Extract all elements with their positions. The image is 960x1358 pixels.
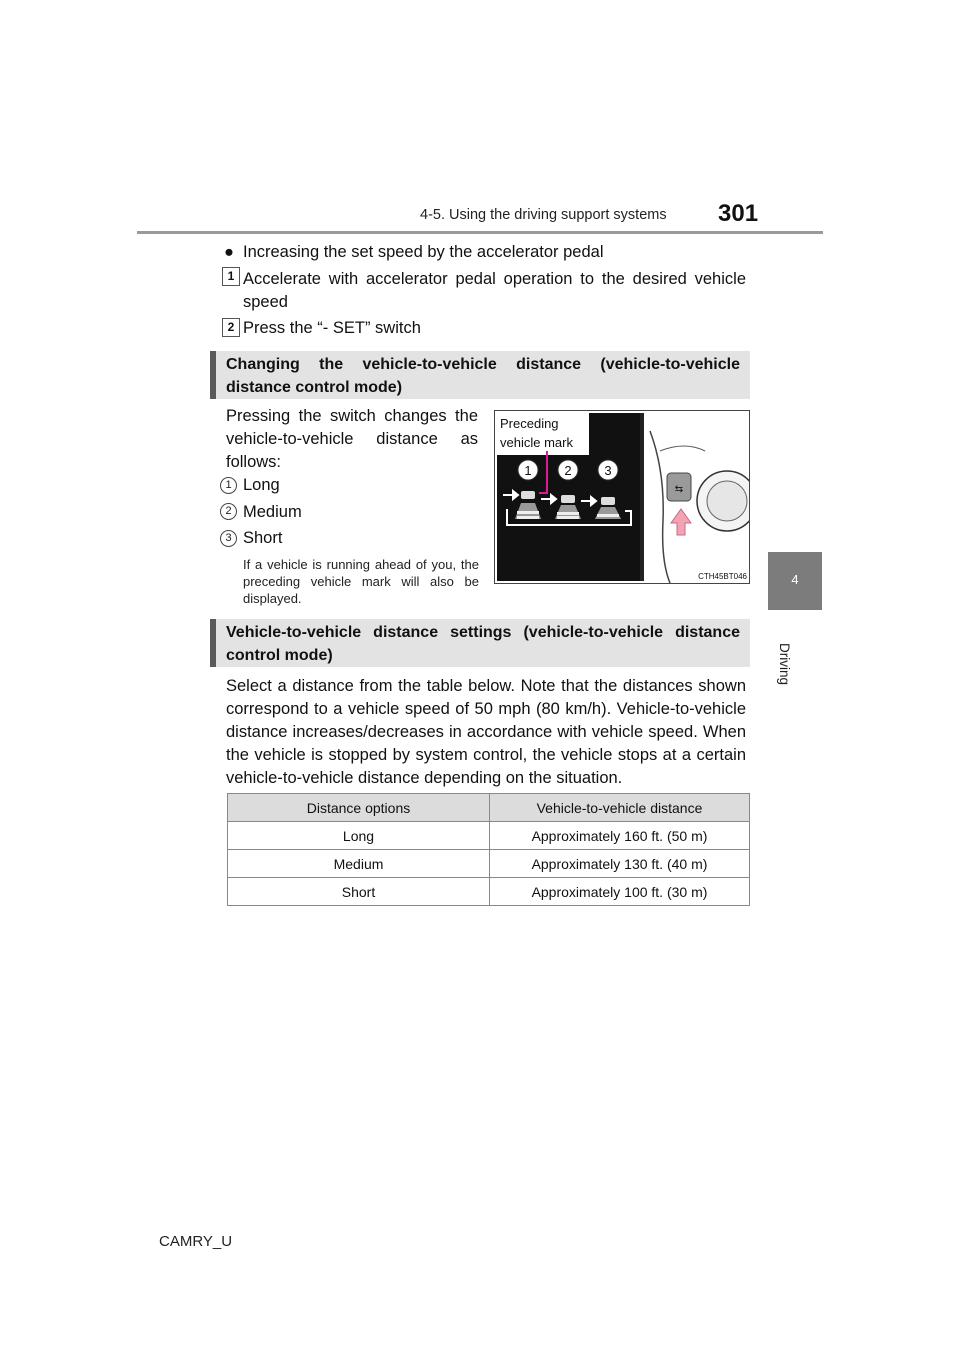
adjacent-button-inner xyxy=(707,481,747,521)
chapter-label: Driving xyxy=(777,643,792,686)
callout-line-1: Preceding xyxy=(500,416,559,431)
model-code: CAMRY_U xyxy=(159,1233,233,1250)
section1-intro: Pressing the switch changes the vehicle-to-vehicle distance as follows: xyxy=(226,407,478,471)
table-cell: Approximately 130 ft. (40 m) xyxy=(490,850,750,878)
running-header-section: 4-5. Using the driving support systems xyxy=(420,207,667,223)
distance-table xyxy=(227,793,750,906)
table-cell: Long xyxy=(228,822,490,850)
item-marker-2: 2 xyxy=(220,503,237,520)
step-text-1: Accelerate with accelerator pedal operation to the desired vehicle speed xyxy=(243,270,746,311)
chapter-number: 4 xyxy=(791,572,799,587)
bullet-icon: ● xyxy=(224,243,234,261)
svg-text:2: 2 xyxy=(564,463,572,478)
table-row xyxy=(228,822,750,850)
table-header-row xyxy=(228,794,750,822)
marker-2 xyxy=(558,460,578,480)
section-heading-distance-change: Changing the vehicle-to-vehicle distance (vehicle-to-vehicle distance control mode) xyxy=(210,351,750,399)
bullet-title: Increasing the set speed by the accelerator pedal xyxy=(243,243,604,261)
item-label-long: Long xyxy=(243,476,280,494)
wheel-spoke-outline xyxy=(650,431,670,583)
table-cell: Approximately 100 ft. (30 m) xyxy=(490,878,750,906)
distance-switch-figure xyxy=(494,410,750,584)
step-number-1: 1 xyxy=(222,267,240,286)
marker-3 xyxy=(598,460,618,480)
table-cell: Short xyxy=(228,878,490,906)
table-cell: Medium xyxy=(228,850,490,878)
section-heading-distance-settings: Vehicle-to-vehicle distance settings (vehicle-to-vehicle distance control mode) xyxy=(210,619,750,667)
header-rule xyxy=(137,231,823,234)
preceding-mark-note: If a vehicle is running ahead of you, the preceding vehicle mark will also be displayed. xyxy=(243,557,479,606)
panel-divider xyxy=(640,413,644,581)
item-marker-3: 3 xyxy=(220,530,237,547)
table-row xyxy=(228,850,750,878)
item-label-short: Short xyxy=(243,529,283,547)
table-header-cell: Vehicle-to-vehicle distance xyxy=(490,794,750,822)
svg-text:1: 1 xyxy=(524,463,532,478)
distance-switch-icon: ⇆ xyxy=(674,484,684,495)
step-text-2: Press the “- SET” switch xyxy=(243,319,421,337)
table-cell: Approximately 160 ft. (50 m) xyxy=(490,822,750,850)
item-marker-1: 1 xyxy=(220,477,237,494)
wheel-trim-line xyxy=(660,446,705,451)
pointer-arrow xyxy=(671,509,691,535)
page-number: 301 xyxy=(718,200,759,227)
section2-paragraph: Select a distance from the table below. Note that the distances shown correspond to a vehicle speed of 50 mph (80 km/h). Vehicle-to-vehicle distance increases/decreases in accordance with vehicle speed. When the vehicle is stopped by system control, the vehicle stops at a certain vehicle-to-vehicle distance depending on the situation. xyxy=(226,677,746,787)
table-header-cell: Distance options xyxy=(228,794,490,822)
marker-1 xyxy=(518,460,538,480)
distance-switch-illustration xyxy=(495,411,750,584)
figure-code: CTH45BT046 xyxy=(698,572,747,581)
svg-text:3: 3 xyxy=(604,463,612,478)
step-number-2: 2 xyxy=(222,318,240,337)
table-row xyxy=(228,878,750,906)
callout-line-2: vehicle mark xyxy=(500,435,573,450)
item-label-medium: Medium xyxy=(243,503,302,521)
